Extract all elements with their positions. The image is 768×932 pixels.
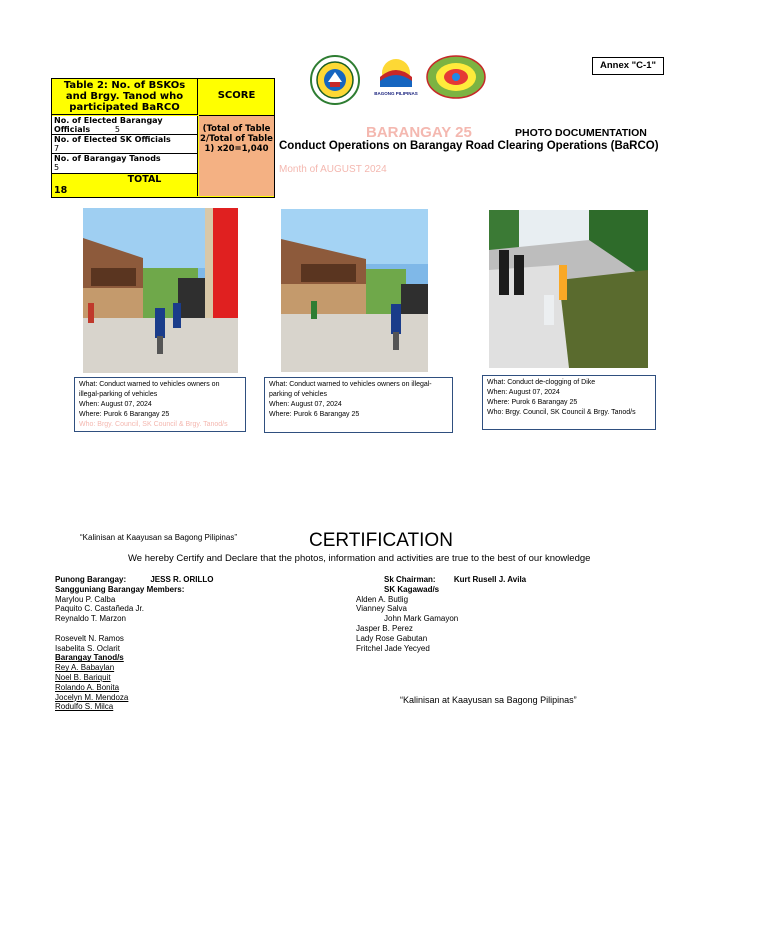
bagong-pilipinas-caption: BAGONG PILIPINAS bbox=[374, 91, 418, 96]
member-name: Paquito C. Castañeda Jr. bbox=[55, 604, 144, 614]
table2-score-formula: (Total of Table 2/Total of Table 1) x20=1,040 bbox=[199, 116, 274, 196]
caption-where: Where: Purok 6 Barangay 25 bbox=[487, 399, 578, 406]
activity-photo bbox=[83, 208, 238, 373]
kagawad-name: John Mark Gamayon bbox=[384, 614, 459, 624]
table2-score-header: SCORE bbox=[199, 79, 274, 116]
tanod-label: Barangay Tanod/s bbox=[55, 653, 124, 663]
photo-caption bbox=[74, 377, 246, 432]
caption-when: When: August 07, 2024 bbox=[269, 401, 342, 408]
tanod-name: Rey A. Babaylan bbox=[55, 663, 115, 673]
barangay-25-seal-icon bbox=[426, 55, 486, 99]
kagawad-label: SK Kagawad/s bbox=[384, 584, 440, 594]
caption-what: What: Conduct warned to vehicles owners on illegal-parking of vehicles bbox=[269, 381, 432, 398]
row-label: No. of Elected Barangay Officials bbox=[54, 116, 163, 134]
photo-caption bbox=[482, 375, 656, 430]
caption-when: When: August 07, 2024 bbox=[487, 389, 560, 396]
member-name: Marylou P. Calba bbox=[55, 594, 116, 604]
members-label: Sangguniang Barangay Members: bbox=[55, 584, 185, 594]
right-signatories bbox=[356, 575, 656, 653]
row-label: No. of Elected SK Officials bbox=[54, 135, 171, 144]
kagawad-name: Vianney Salva bbox=[356, 604, 407, 614]
member-name: Isabelita S. Oclarit bbox=[55, 643, 120, 653]
activity-photo bbox=[489, 210, 648, 368]
table2-header: Table 2: No. of BSKOs and Brgy. Tanod who participated BaRCO bbox=[52, 79, 198, 115]
tanod-name: Noel B. Bariquit bbox=[55, 672, 111, 682]
table2-total-row bbox=[52, 174, 198, 196]
kagawad-name: Lady Rose Gabutan bbox=[356, 633, 428, 643]
punong-label: Punong Barangay: bbox=[55, 575, 127, 584]
caption-when: When: August 07, 2024 bbox=[79, 401, 152, 408]
sk-chair-name: Kurt Rusell J. Avila bbox=[453, 575, 527, 584]
caption-who: Who: Brgy. Council, SK Council & Brgy. Tanod/s bbox=[79, 421, 228, 428]
slogan-bottom: “Kalinisan at Kaayusan sa Bagong Pilipinas” bbox=[400, 695, 577, 705]
certification-title: CERTIFICATION bbox=[309, 530, 453, 551]
table2-row bbox=[52, 154, 198, 174]
row-label: No. of Barangay Tanods bbox=[54, 154, 161, 163]
bagong-pilipinas-logo-icon bbox=[370, 55, 422, 99]
photo-caption bbox=[264, 377, 453, 433]
surigao-city-seal-icon bbox=[310, 55, 360, 105]
tanod-name: Rodulfo S. Milca bbox=[55, 702, 114, 712]
kagawad-name: Jasper B. Perez bbox=[356, 623, 413, 633]
member-name: Rosevelt N. Ramos bbox=[55, 633, 124, 643]
caption-who: Who: Brgy. Council, SK Council & Brgy. Tanod/s bbox=[487, 409, 636, 416]
total-label: TOTAL bbox=[127, 174, 162, 185]
member-name: Reynaldo T. Marzon bbox=[55, 614, 126, 624]
photo-documentation-title: PHOTO DOCUMENTATION bbox=[515, 127, 647, 139]
tanod-name: Jocelyn M. Mendoza bbox=[55, 692, 129, 702]
tanod-name: Rolando A. Bonita bbox=[55, 682, 120, 692]
barangay-title: BARANGAY 25 bbox=[366, 124, 472, 141]
kagawad-name: Alden A. Butlig bbox=[356, 594, 409, 604]
sk-chair-label: Sk Chairman: bbox=[384, 575, 436, 584]
row-value: 7 bbox=[54, 144, 60, 153]
table2 bbox=[51, 78, 275, 198]
caption-what: What: Conduct de-clogging of Dike bbox=[487, 379, 596, 386]
row-value: 5 bbox=[54, 163, 60, 172]
activity-title: Conduct Operations on Barangay Road Clearing Operations (BaRCO) bbox=[279, 140, 659, 152]
kagawad-name: Fritchel Jade Yecyed bbox=[356, 643, 430, 653]
table2-row bbox=[52, 135, 198, 154]
left-signatories bbox=[55, 575, 355, 712]
row-value: 5 bbox=[114, 125, 120, 134]
caption-what: What: Conduct warned to vehicles owners on illegal-parking of vehicles bbox=[79, 381, 220, 398]
table2-row bbox=[52, 116, 198, 135]
certification-statement: We hereby Certify and Declare that the photos, information and activities are true to the best of our knowledge bbox=[128, 553, 591, 564]
caption-where: Where: Purok 6 Barangay 25 bbox=[79, 411, 170, 418]
punong-name: JESS R. ORILLO bbox=[150, 575, 214, 584]
caption-where: Where: Purok 6 Barangay 25 bbox=[269, 411, 360, 418]
month-label: Month of AUGUST 2024 bbox=[279, 164, 387, 175]
slogan-top: “Kalinisan at Kaayusan sa Bagong Pilipinas” bbox=[80, 533, 237, 542]
activity-photo bbox=[281, 209, 428, 372]
total-value: 18 bbox=[54, 185, 68, 196]
annex-label: Annex "C-1" bbox=[592, 57, 664, 75]
